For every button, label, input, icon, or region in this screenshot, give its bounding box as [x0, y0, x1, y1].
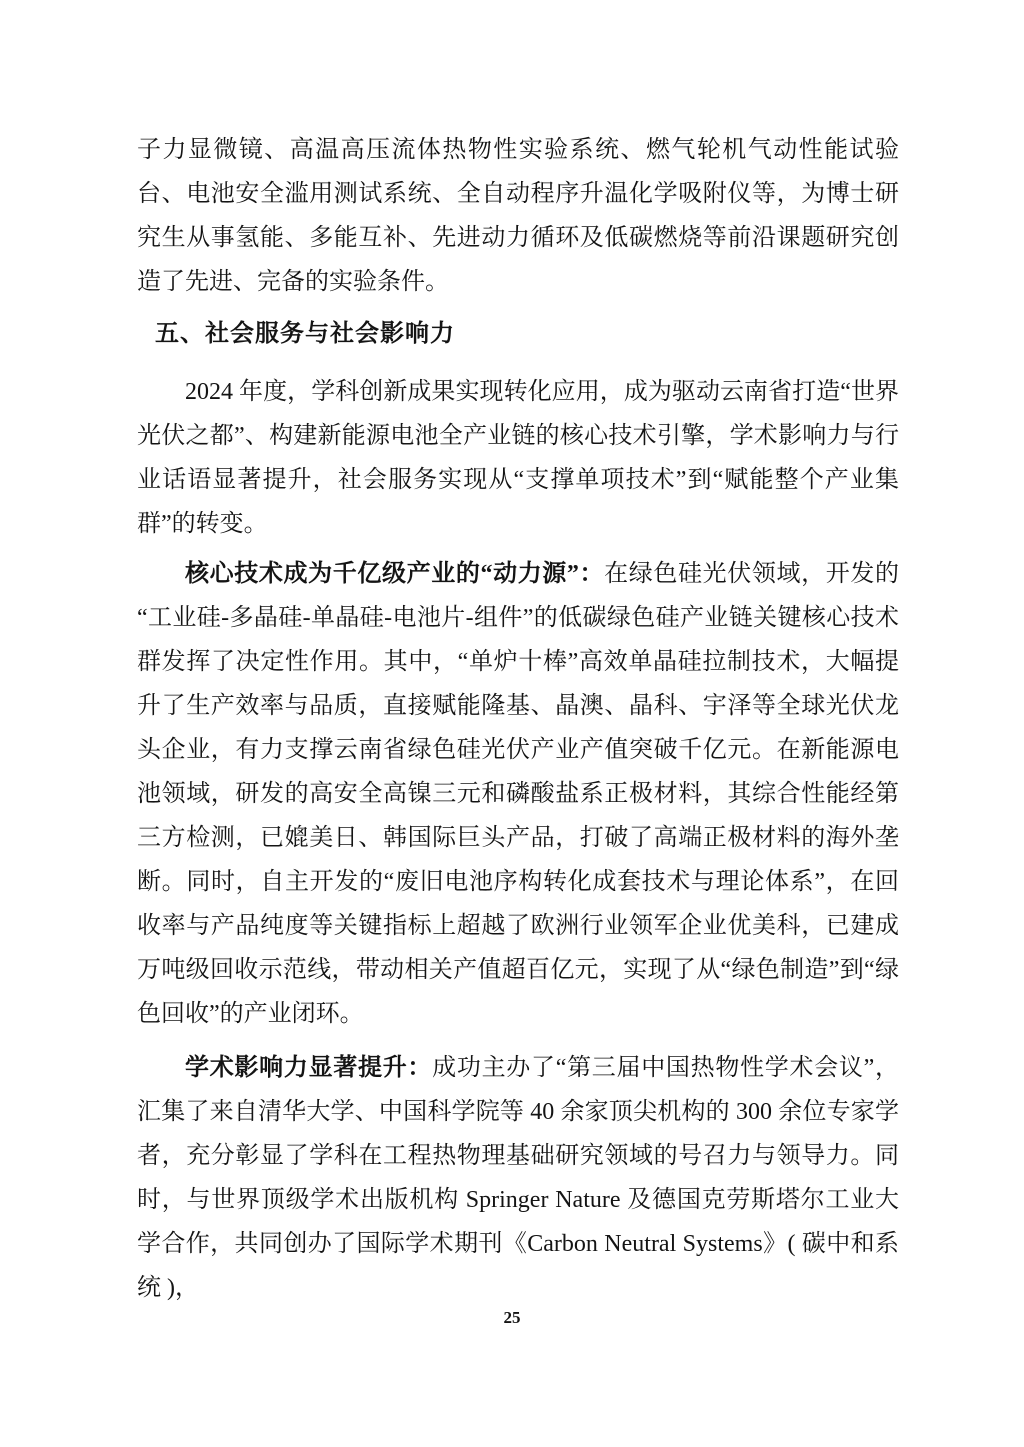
core-tech-text: 在绿色硅光伏领域，开发的“工业硅-多晶硅-单晶硅-电池片-组件”的低碳绿色硅产业链关键核心技术群发挥了决定性作用。其中，“单炉十棒”高效单晶硅拉制技术，大幅提升了生产效率与品质，直接赋能隆基、晶澳、晶科、宇泽等全球光伏龙头企业，有力支撑云南省绿色硅光伏产业产值突破千亿元。在新能源电池领域，研发的高安全高镍三元和磷酸盐系正极材料，其综合性能经第三方检测，已媲美日、韩国际巨头产品，打破了高端正极材料的海外垄断。同时，自主开发的“废旧电池序构转化成套技术与理论体系”，在回收率与产品纯度等关键指标上超越了欧洲行业领军企业优美科，已建成万吨级回收示范线，带动相关产值超百亿元，实现了从“绿色制造”到“绿色回收”的产业闭环。 [137, 561, 899, 1027]
paragraph-continuation: 子力显微镜、高温高压流体热物性实验系统、燃气轮机气动性能试验台、电池安全滥用测试系统、全自动程序升温化学吸附仪等，为博士研究生从事氢能、多能互补、先进动力循环及低碳燃烧等前沿课题研究创造了先进、完备的实验条件。 [137, 137, 899, 295]
paragraph-core-tech [137, 552, 899, 1036]
page-number: 25 [503, 1308, 521, 1327]
section-heading: 五、社会服务与社会影响力 [155, 321, 455, 347]
paragraph-academic [137, 1046, 899, 1310]
core-tech-lead: 核心技术成为千亿级产业的“动力源”： [185, 561, 605, 587]
text-content [137, 128, 899, 1310]
paragraph-intro: 2024 年度，学科创新成果实现转化应用，成为驱动云南省打造“世界光伏之都”、构建新能源电池全产业链的核心技术引擎，学术影响力与行业话语显著提升，社会服务实现从“支撑单项技术”到“赋能整个产业集群”的转变。 [137, 379, 899, 537]
academic-text: 成功主办了“第三届中国热物性学术会议”，汇集了来自清华大学、中国科学院等 40 余家顶尖机构的 300 余位专家学者，充分彰显了学科在工程热物理基础研究领域的号召力与领导力。同时，与世界顶级学术出版机构 Springer Nature 及德国克劳斯塔尔工业大学合作，共同创办了国际学术期刊《Carbon Neutral Systems》( 碳中和系统 )， [137, 1055, 899, 1301]
academic-lead: 学术影响力显著提升： [185, 1055, 433, 1081]
